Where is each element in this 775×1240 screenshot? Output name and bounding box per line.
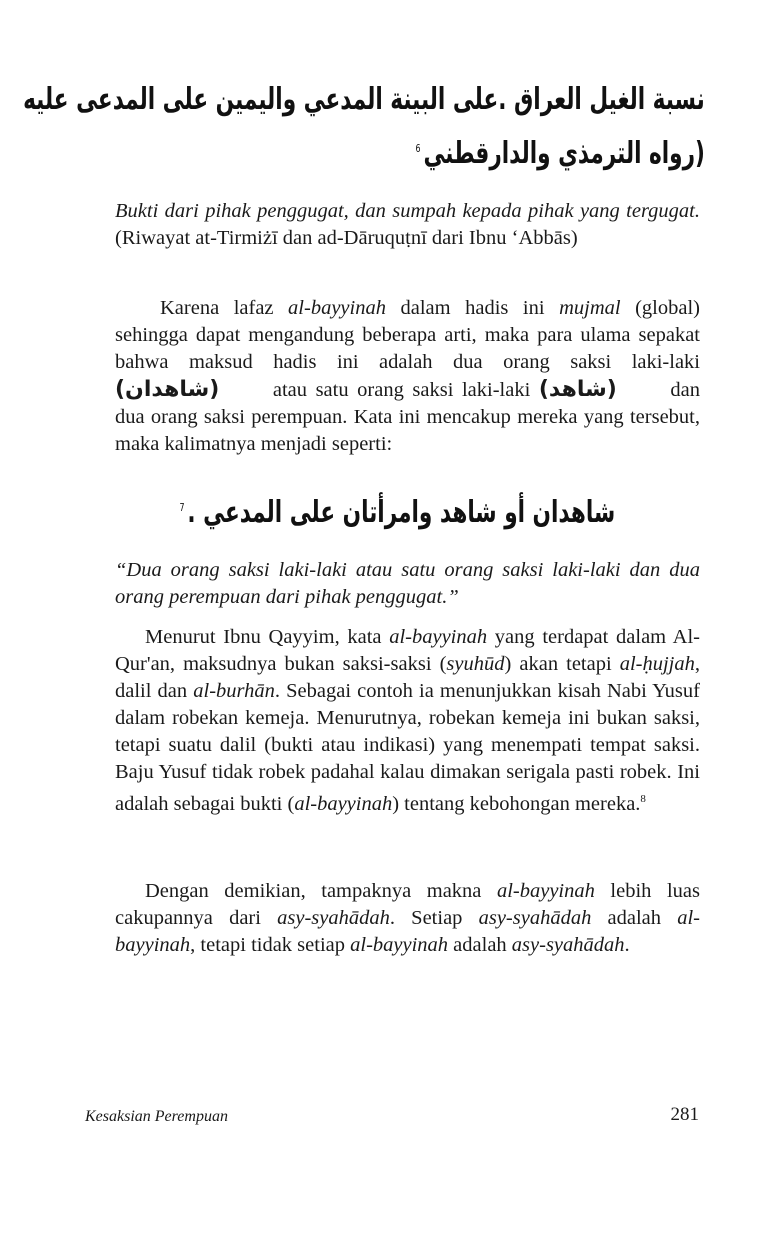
p3-text-3: . Setiap: [389, 907, 479, 929]
arabic-hadith-line-2-text: (ﺭﻭﺍﻩ ﺍﻟﺘﺮﻣﺬﻱ ﻭﺍﻟﺪﺍﺭﻗﻄﻨﻲ: [423, 136, 705, 171]
p2-text-1: Menurut Ibnu Qayyim, kata: [145, 626, 390, 648]
p2-term-1: al-bayyinah: [389, 626, 488, 648]
p1-text-4: atau satu orang saksi laki-laki: [264, 379, 539, 401]
p3-text-4: adalah: [591, 907, 678, 929]
running-footer-title: Kesaksian Perempuan: [85, 1108, 228, 1125]
p2-term-3: al-ḥujjah: [619, 653, 695, 675]
p2-text-6: ) tentang kebohongan mereka.: [392, 792, 641, 815]
footnote-marker-7: 7: [179, 501, 185, 514]
p3-text-2: lebih luas cakupannya dari: [115, 880, 700, 929]
p2-text-5: . Sebagai contoh ia menunjukkan kisah Nabi Yusuf dalam robekan kemeja. Menurutnya, robekan kemeja ini bukan saksi, tetapi suatu dalil (bukti atau indikasi) yang menempati tempat saksi. Baju Yusuf tidak robek padahal kalau dimakan serigala pasti robek. Ini adalah sebagai bukti (: [115, 680, 700, 815]
p1-arabic-1: (ﺷﺎﻫﺪﺍﻥ): [115, 377, 220, 402]
paragraph-2: [115, 624, 700, 818]
translation-quote: [115, 557, 700, 611]
p3-text-5: , tetapi tidak setiap: [190, 934, 351, 956]
paragraph-3: [115, 878, 700, 959]
p3-term-4: al-bayyinah: [115, 907, 700, 956]
quote-text: “Dua orang saksi laki-laki atau satu orang saksi laki-laki dan dua orang perempuan dari pihak penggugat.”: [115, 559, 700, 608]
p1-text-1: Karena lafaz: [160, 297, 289, 319]
p3-term-3: asy-syahādah: [478, 907, 592, 929]
arabic-line-3: [179, 495, 615, 530]
p2-text-4: , dalil dan: [115, 653, 701, 702]
hadith-translation: [115, 198, 700, 252]
arabic-hadith-line-2: [416, 136, 705, 171]
p3-text-1: Dengan demikian, tampaknya makna: [145, 880, 497, 902]
arabic-line-3-text: ﺷﺎﻫﺪﺍﻥ ﺃﻭ ﺷﺎﻫﺪ ﻭﺍﻣﺮﺃﺗﺎﻥ ﻋﻠﻰ ﺍﻟﻤﺪﻋﻲ .: [187, 495, 615, 530]
p2-text-2: yang terdapat dalam Al-Qur'an, maksudnya bukan saksi-saksi (: [115, 626, 700, 675]
arabic-hadith-line-1: ﻧﺴﺒﺔ ﺍﻟﻐﻴﻞ ﺍﻟﻌﺮﺍﻕ .ﻋﻠﻰ ﺍﻟﺒﻴﻨﺔ ﺍﻟﻤﺪﻋﻲ ﻭﺍﻟﻴﻤﻴﻦ ﻋﻠﻰ ﺍﻟﻤﺪﻋﻰ ﻋﻠﻴﻪ: [23, 82, 705, 117]
p1-text-2: dalam hadis ini: [385, 297, 560, 319]
page-number: 281: [670, 1104, 699, 1125]
p1-term-2: mujmal: [559, 297, 621, 319]
p3-text-6: adalah: [448, 934, 512, 956]
p3-term-2: asy-syahādah: [277, 907, 390, 929]
p2-term-4: al-burhān: [193, 680, 275, 702]
paragraph-1: [115, 295, 700, 458]
p1-text-3: (global) sehingga dapat mengandung beberapa arti, maka para ulama sepakat bahwa maksud hadis ini adalah dua orang saksi laki-laki: [115, 297, 700, 373]
translation-italic: Bukti dari pihak penggugat, dan sumpah kepada pihak yang tergugat.: [115, 200, 700, 222]
p2-term-2: syuhūd: [446, 653, 505, 675]
p1-term-1: al-bayyinah: [288, 297, 386, 319]
p3-text-7: .: [624, 934, 630, 956]
translation-source: (Riwayat at-Tirmiżī dan ad-Dāruquṭnī dari Ibnu ‘Abbās): [115, 227, 578, 249]
p2-text-3: ) akan tetapi: [504, 653, 620, 675]
footnote-marker-8: 8: [640, 793, 646, 805]
p2-term-5: al-bayyinah: [294, 792, 393, 815]
p1-text-5: dan dua orang saksi perempuan. Kata ini mencakup mereka yang tersebut, maka kalimatnya menjadi seperti:: [115, 379, 700, 455]
p1-arabic-2: (ﺷﺎﻫﺪ): [538, 377, 617, 402]
p3-term-5: al-bayyinah: [350, 934, 449, 956]
p3-term-6: asy-syahādah: [511, 934, 625, 956]
p3-term-1: al-bayyinah: [496, 880, 595, 902]
footnote-marker-6: 6: [415, 142, 421, 155]
